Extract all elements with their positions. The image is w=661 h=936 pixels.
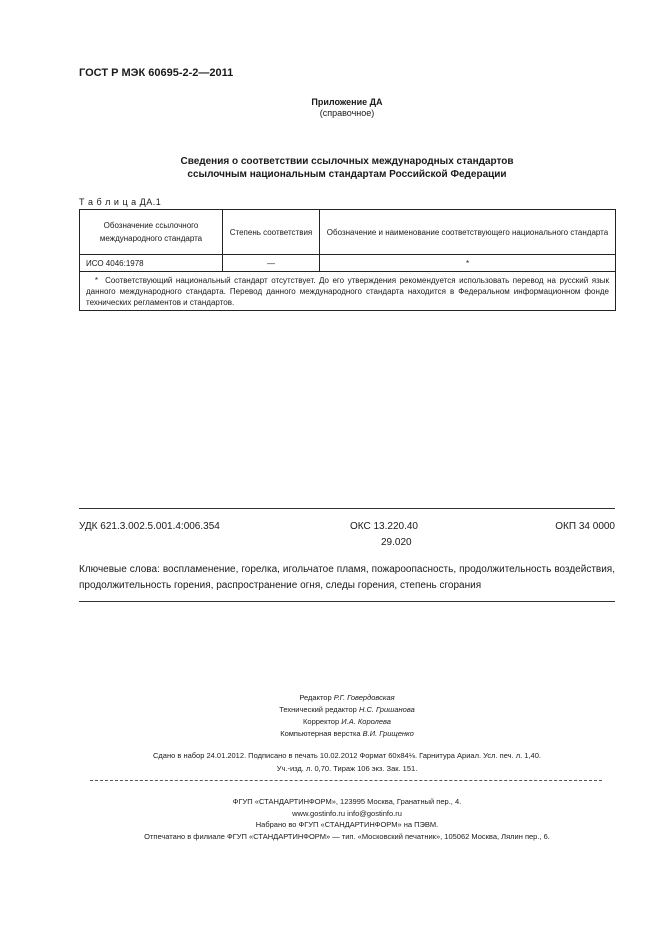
column-header-intl-standard: Обозначение ссылочного международного стандарта bbox=[80, 210, 223, 255]
credit-proofreader: Корректор И.А. Королева bbox=[303, 717, 391, 726]
oks-code-2: 29.020 bbox=[381, 537, 412, 548]
document-header: ГОСТ Р МЭК 60695-2-2—2011 bbox=[79, 67, 234, 79]
appendix-subtitle: (справочное) bbox=[319, 108, 375, 118]
table-header-row bbox=[80, 210, 616, 255]
divider-top bbox=[79, 508, 615, 509]
table-footnote-row bbox=[80, 272, 616, 311]
cell-intl-standard: ИСО 4046:1978 bbox=[80, 255, 223, 272]
credit-tech-editor: Технический редактор Н.С. Гришанова bbox=[279, 705, 415, 714]
udk-code: УДК 621.3.002.5.001.4:006.354 bbox=[79, 521, 220, 532]
credit-editor: Редактор Р.Г. Говердовская bbox=[299, 693, 395, 702]
credit-layout: Компьютерная верстка В.И. Грищенко bbox=[280, 729, 414, 738]
column-header-degree: Степень соответствия bbox=[223, 210, 320, 255]
section-title-line2: ссылочным национальным стандартам Российской Федерации bbox=[187, 169, 507, 180]
publisher-address: ФГУП «СТАНДАРТИНФОРМ», 123995 Москва, Гранатный пер., 4. bbox=[232, 797, 462, 806]
footnote-mark: * bbox=[94, 275, 98, 285]
publisher-typeset: Набрано во ФГУП «СТАНДАРТИНФОРМ» на ПЭВМ. bbox=[255, 820, 439, 829]
cell-degree: — bbox=[223, 255, 320, 272]
dashed-divider bbox=[90, 780, 602, 781]
section-title-line1: Сведения о соответствии ссылочных международных стандартов bbox=[180, 156, 514, 167]
column-header-national-standard: Обозначение и наименование соответствующего национального стандарта bbox=[320, 210, 616, 255]
keywords: Ключевые слова: воспламенение, горелка, игольчатое пламя, пожароопасность, продолжительность воздействия, продолжительность горения, распространение огня, следы горения, степень сгорания bbox=[79, 564, 615, 591]
imprint-line1: Сдано в набор 24.01.2012. Подписано в печать 10.02.2012 Формат 60x84⅛. Гарнитура Ариал. Усл. печ. л. 1,40. bbox=[153, 751, 541, 760]
appendix-title: Приложение ДА bbox=[311, 97, 383, 107]
oks-code: ОКС 13.220.40 bbox=[350, 521, 418, 532]
table-row bbox=[80, 255, 616, 272]
cell-national-standard: * bbox=[320, 255, 616, 272]
imprint-line2: Уч.-изд. л. 0,70. Тираж 106 экз. Зак. 151. bbox=[276, 764, 418, 773]
correspondence-table bbox=[79, 209, 616, 311]
table-footnote: Соответствующий национальный стандарт отсутствует. До его утверждения рекомендуется использовать перевод на русский язык данного международного стандарта. Перевод данного международного стандарта находится в Федеральном информационном фонде технических регламентов и стандартов. bbox=[86, 275, 609, 307]
divider-bottom bbox=[79, 601, 615, 602]
publisher-web: www.gostinfo.ru info@gostinfo.ru bbox=[292, 809, 402, 818]
publisher-printed: Отпечатано в филиале ФГУП «СТАНДАРТИНФОРМ» — тип. «Московский печатник», 105062 Москва, Лялин пер., 6. bbox=[144, 832, 550, 841]
table-label: Т а б л и ц а ДА.1 bbox=[79, 197, 162, 207]
okp-code: ОКП 34 0000 bbox=[555, 521, 615, 532]
